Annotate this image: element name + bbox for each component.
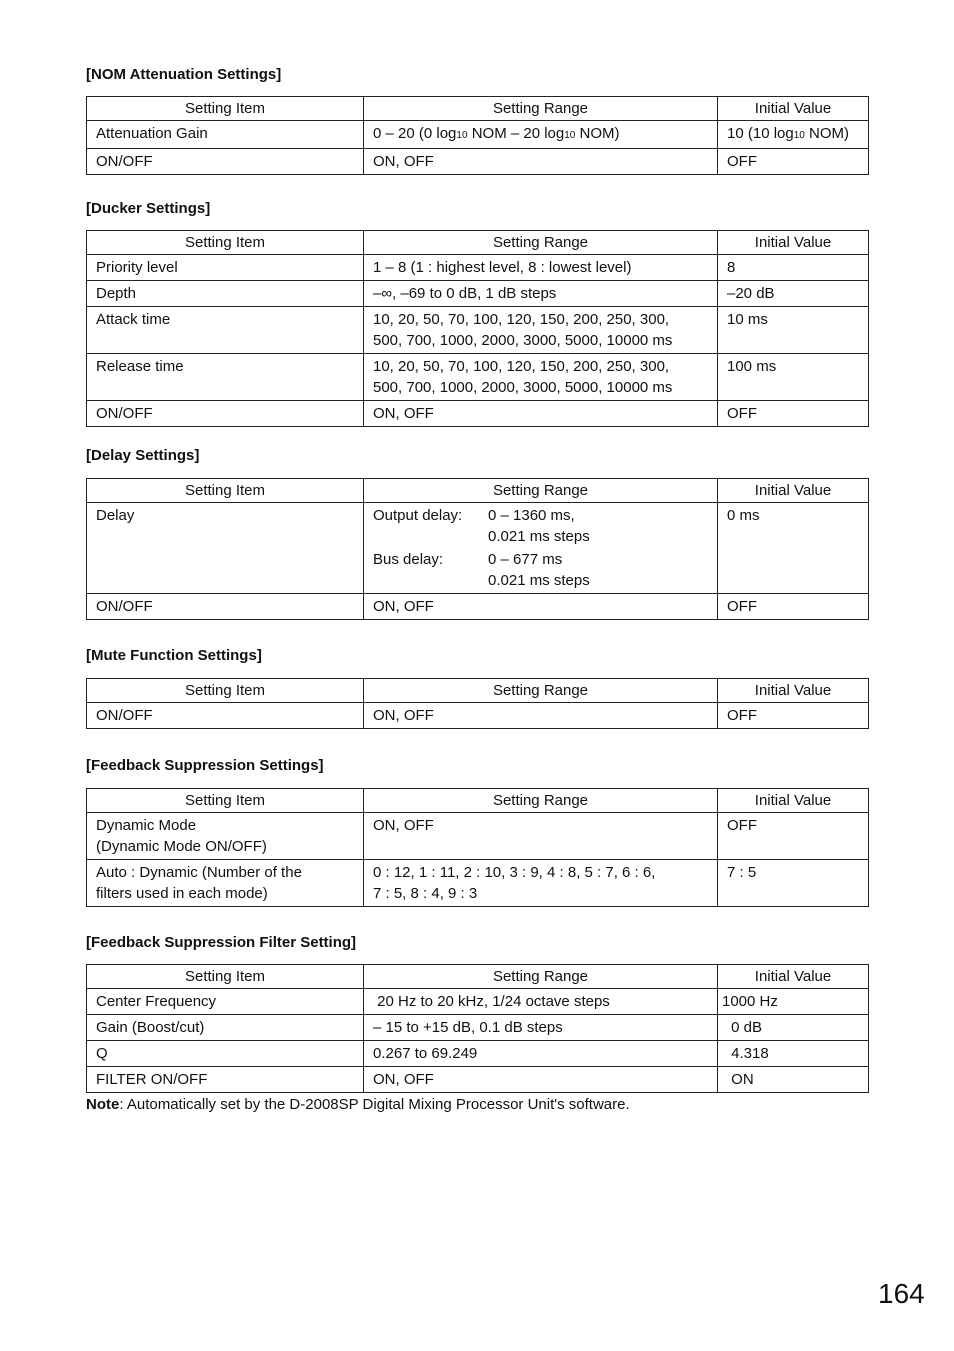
cell-item: Center Frequency — [87, 989, 364, 1015]
table-row — [87, 401, 869, 427]
table-row — [87, 703, 869, 729]
cell-initial: OFF — [718, 813, 869, 860]
mute-table — [86, 678, 869, 729]
header-setting-item: Setting Item — [87, 965, 364, 989]
cell-initial: OFF — [718, 594, 869, 620]
page-number: 164 — [878, 1278, 925, 1309]
table-header-row — [87, 479, 869, 503]
note-label: Note — [86, 1096, 120, 1113]
header-setting-item: Setting Item — [87, 231, 364, 255]
cell-item: Attenuation Gain — [87, 121, 364, 149]
delay-table — [86, 478, 869, 620]
header-initial-value: Initial Value — [718, 679, 869, 703]
table-row — [87, 989, 869, 1015]
cell-range: – 15 to +15 dB, 0.1 dB steps — [364, 1015, 718, 1041]
header-initial-value: Initial Value — [718, 789, 869, 813]
header-initial-value: Initial Value — [718, 965, 869, 989]
table-row — [87, 594, 869, 620]
table-row — [87, 813, 869, 860]
section-title-delay: [Delay Settings] — [86, 447, 200, 464]
bus-delay-steps: 0.021 ms steps — [488, 572, 590, 589]
section-title-filter: [Feedback Suppression Filter Setting] — [86, 934, 357, 951]
cell-item: Release time — [87, 354, 364, 401]
cell-initial: 0 ms — [718, 503, 869, 594]
header-setting-item: Setting Item — [87, 97, 364, 121]
cell-initial: OFF — [718, 703, 869, 729]
bus-delay-value: 0 – 677 ms — [488, 551, 563, 568]
table-row — [87, 307, 869, 354]
header-setting-range: Setting Range — [364, 679, 718, 703]
cell-initial: 10 ms — [718, 307, 869, 354]
header-setting-item: Setting Item — [87, 789, 364, 813]
cell-range: 10, 20, 50, 70, 100, 120, 150, 200, 250, 300, 500, 700, 1000, 2000, 3000, 5000, 10000 ms — [364, 307, 718, 354]
cell-item: Delay — [87, 503, 364, 594]
cell-range: ON, OFF — [364, 149, 718, 175]
cell-range: ON, OFF — [364, 703, 718, 729]
cell-range: ON, OFF — [364, 813, 718, 860]
cell-item: ON/OFF — [87, 703, 364, 729]
cell-initial: 4.318 — [718, 1041, 869, 1067]
output-delay-value: 0 – 1360 ms, — [488, 507, 575, 524]
table-header-row — [87, 231, 869, 255]
cell-range: 10, 20, 50, 70, 100, 120, 150, 200, 250, 300, 500, 700, 1000, 2000, 3000, 5000, 10000 ms — [364, 354, 718, 401]
table-row — [87, 255, 869, 281]
cell-item: FILTER ON/OFF — [87, 1067, 364, 1093]
header-initial-value: Initial Value — [718, 231, 869, 255]
header-initial-value: Initial Value — [718, 479, 869, 503]
cell-item: Q — [87, 1041, 364, 1067]
cell-item: Dynamic Mode (Dynamic Mode ON/OFF) — [87, 813, 364, 860]
cell-initial: 100 ms — [718, 354, 869, 401]
cell-range: ON, OFF — [364, 1067, 718, 1093]
cell-item: ON/OFF — [87, 149, 364, 175]
table-header-row — [87, 679, 869, 703]
table-row — [87, 860, 869, 907]
bus-delay-label: Bus delay: — [373, 551, 444, 568]
feedback-table — [86, 788, 869, 907]
cell-range: 0.267 to 69.249 — [364, 1041, 718, 1067]
cell-range: 20 Hz to 20 kHz, 1/24 octave steps — [364, 989, 718, 1015]
table-row — [87, 149, 869, 175]
output-delay-label: Output delay: — [373, 507, 463, 524]
cell-initial: –20 dB — [718, 281, 869, 307]
cell-initial: OFF — [718, 401, 869, 427]
cell-range: 0 – 20 (0 log10 NOM – 20 log10 NOM) — [364, 121, 718, 149]
filter-table — [86, 964, 869, 1093]
table-row — [87, 121, 869, 149]
section-title-nom: [NOM Attenuation Settings] — [86, 66, 282, 83]
cell-range: ON, OFF — [364, 401, 718, 427]
header-setting-range: Setting Range — [364, 479, 718, 503]
table-header-row — [87, 789, 869, 813]
cell-item: ON/OFF — [87, 594, 364, 620]
cell-initial: OFF — [718, 149, 869, 175]
nom-table — [86, 96, 869, 175]
note-text: : Automatically set by the D-2008SP Digital Mixing Processor Unit's software. — [119, 1096, 630, 1113]
table-row — [87, 354, 869, 401]
note — [86, 1096, 630, 1114]
header-setting-range: Setting Range — [364, 965, 718, 989]
cell-initial: 8 — [718, 255, 869, 281]
table-row — [87, 503, 869, 594]
table-row — [87, 1015, 869, 1041]
section-title-feedback: [Feedback Suppression Settings] — [86, 757, 324, 774]
header-setting-range: Setting Range — [364, 789, 718, 813]
cell-item: Gain (Boost/cut) — [87, 1015, 364, 1041]
cell-item: Depth — [87, 281, 364, 307]
header-setting-range: Setting Range — [364, 231, 718, 255]
header-setting-range: Setting Range — [364, 97, 718, 121]
table-row — [87, 1041, 869, 1067]
cell-item: ON/OFF — [87, 401, 364, 427]
header-setting-item: Setting Item — [87, 679, 364, 703]
cell-range: 0 : 12, 1 : 11, 2 : 10, 3 : 9, 4 : 8, 5 : 7, 6 : 6, 7 : 5, 8 : 4, 9 : 3 — [364, 860, 718, 907]
cell-initial: 10 (10 log10 NOM) — [718, 121, 869, 149]
cell-range: 1 – 8 (1 : highest level, 8 : lowest level) — [364, 255, 718, 281]
table-row — [87, 1067, 869, 1093]
cell-initial: ON — [718, 1067, 869, 1093]
table-header-row — [87, 97, 869, 121]
table-header-row — [87, 965, 869, 989]
cell-range: –∞, –69 to 0 dB, 1 dB steps — [364, 281, 718, 307]
output-delay-steps: 0.021 ms steps — [488, 528, 590, 545]
section-title-mute: [Mute Function Settings] — [86, 647, 262, 664]
cell-initial: 0 dB — [718, 1015, 869, 1041]
cell-range — [364, 503, 718, 594]
section-title-ducker: [Ducker Settings] — [86, 200, 211, 217]
cell-initial: 7 : 5 — [718, 860, 869, 907]
cell-range: ON, OFF — [364, 594, 718, 620]
cell-item: Auto : Dynamic (Number of the filters used in each mode) — [87, 860, 364, 907]
cell-item: Priority level — [87, 255, 364, 281]
ducker-table — [86, 230, 869, 427]
table-row — [87, 281, 869, 307]
header-initial-value: Initial Value — [718, 97, 869, 121]
header-setting-item: Setting Item — [87, 479, 364, 503]
cell-initial: 1000 Hz — [718, 989, 869, 1015]
cell-item: Attack time — [87, 307, 364, 354]
